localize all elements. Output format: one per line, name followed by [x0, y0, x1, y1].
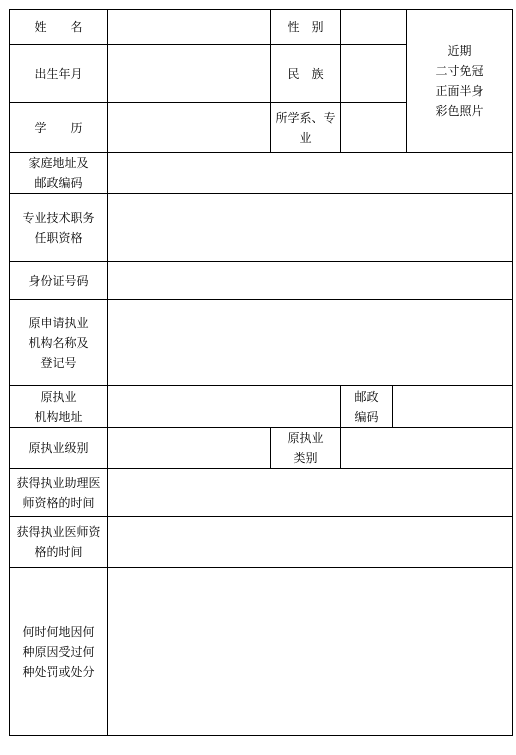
ethnicity-label: 民 族 — [271, 45, 341, 103]
birth-label: 出生年月 — [10, 45, 108, 103]
gender-field[interactable] — [341, 10, 407, 45]
penalty-label: 何时何地因何 种原因受过何 种处罚或处分 — [10, 568, 108, 736]
ethnicity-field[interactable] — [341, 45, 407, 103]
name-label: 姓 名 — [10, 10, 108, 45]
id-number-label: 身份证号码 — [10, 262, 108, 300]
address-field[interactable] — [108, 153, 513, 194]
education-field[interactable] — [108, 103, 271, 153]
category-field[interactable] — [341, 428, 513, 469]
birth-field[interactable] — [108, 45, 271, 103]
org-label: 原申请执业 机构名称及 登记号 — [10, 300, 108, 386]
category-label: 原执业 类别 — [271, 428, 341, 469]
name-field[interactable] — [108, 10, 271, 45]
org-address-label: 原执业 机构地址 — [10, 386, 108, 428]
address-label: 家庭地址及 邮政编码 — [10, 153, 108, 194]
org-address-field[interactable] — [108, 386, 341, 428]
postcode-field[interactable] — [393, 386, 513, 428]
penalty-field[interactable] — [108, 568, 513, 736]
org-field[interactable] — [108, 300, 513, 386]
physician-time-label: 获得执业医师资 格的时间 — [10, 517, 108, 568]
level-label: 原执业级别 — [10, 428, 108, 469]
education-label: 学 历 — [10, 103, 108, 153]
physician-time-field[interactable] — [108, 517, 513, 568]
level-field[interactable] — [108, 428, 271, 469]
id-number-field[interactable] — [108, 262, 513, 300]
photo-placeholder[interactable]: 近期 二寸免冠 正面半身 彩色照片 — [407, 10, 513, 153]
registration-form-table — [9, 9, 513, 736]
gender-label: 性 别 — [271, 10, 341, 45]
title-qualification-field[interactable] — [108, 194, 513, 262]
assistant-time-label: 获得执业助理医 师资格的时间 — [10, 469, 108, 517]
title-qualification-label: 专业技术职务 任职资格 — [10, 194, 108, 262]
assistant-time-field[interactable] — [108, 469, 513, 517]
school-major-label: 所学系、专 业 — [271, 103, 341, 153]
postcode-label: 邮政 编码 — [341, 386, 393, 428]
school-major-field[interactable] — [341, 103, 407, 153]
